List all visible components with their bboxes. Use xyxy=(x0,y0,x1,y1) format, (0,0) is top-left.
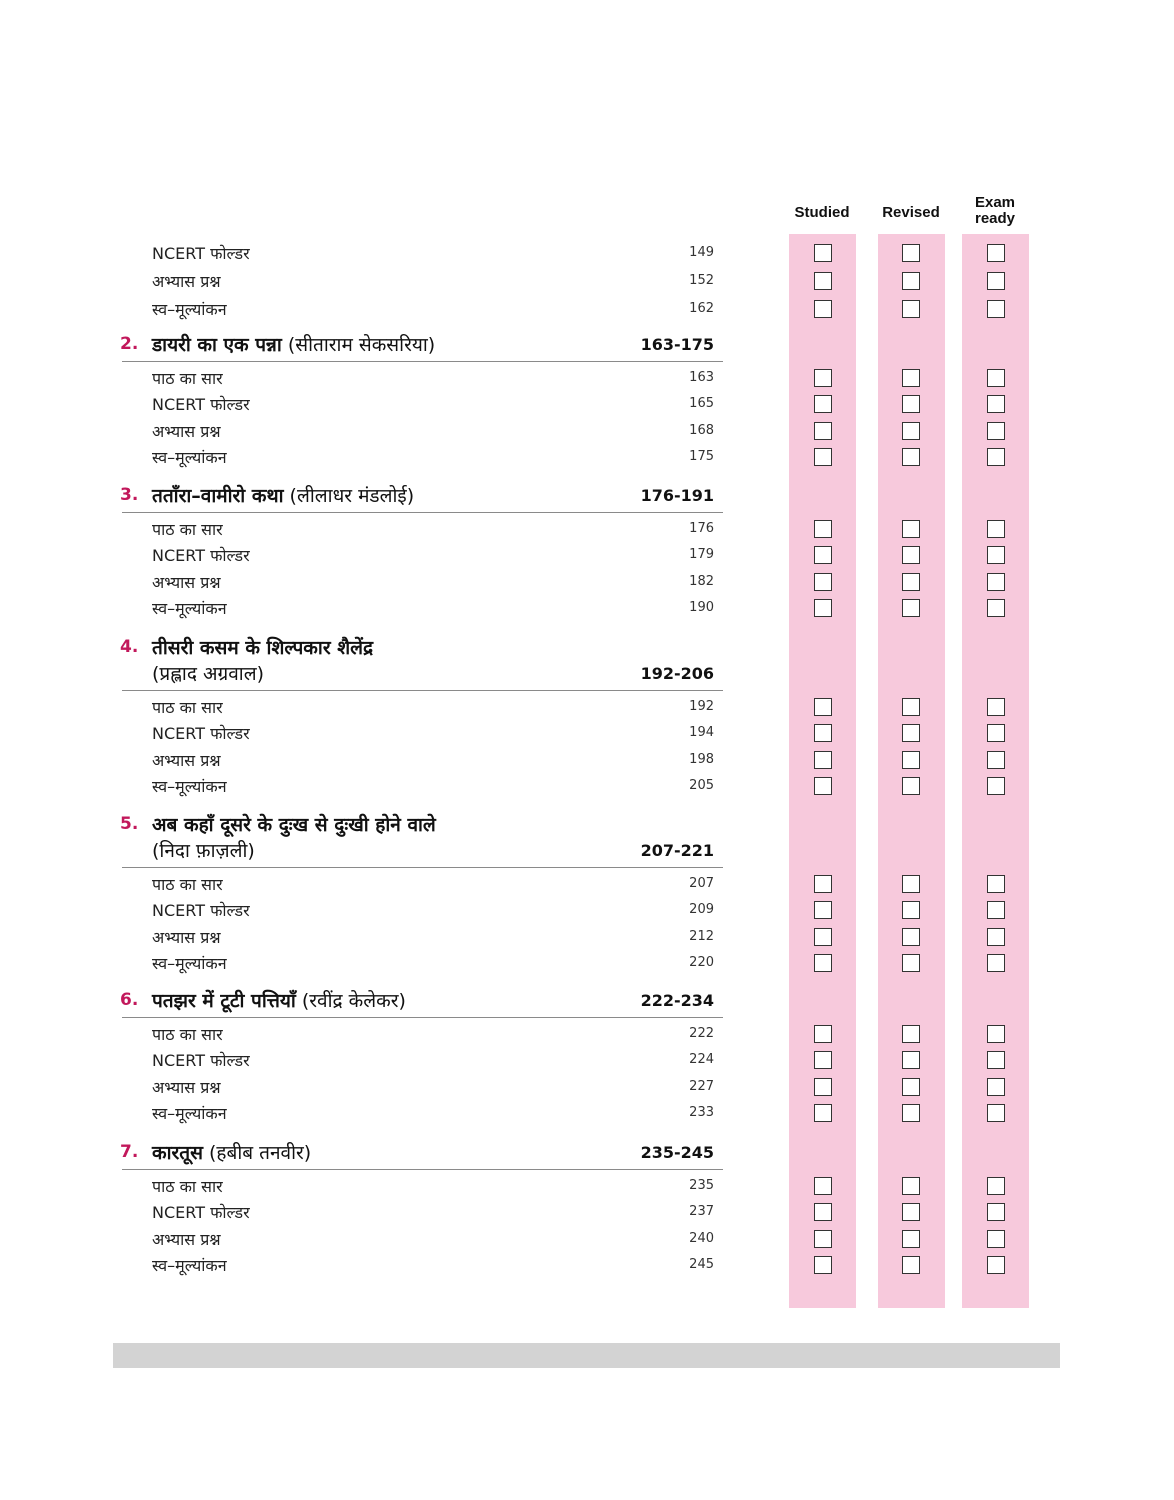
item-label: अभ्यास प्रश्न xyxy=(152,572,221,592)
item-page-number: 207 xyxy=(689,876,714,891)
revised-checkbox[interactable] xyxy=(902,448,920,466)
exam-ready-checkbox[interactable] xyxy=(987,875,1005,893)
item-label: अभ्यास प्रश्न xyxy=(152,421,221,441)
studied-checkbox[interactable] xyxy=(814,724,832,742)
item-label: अभ्यास प्रश्न xyxy=(152,750,221,770)
item-page-number: 165 xyxy=(689,396,714,412)
studied-checkbox[interactable] xyxy=(814,1025,832,1043)
exam-ready-checkbox[interactable] xyxy=(987,1025,1005,1043)
exam-ready-checkbox[interactable] xyxy=(987,724,1005,742)
section-author: (सीताराम सेकसरिया) xyxy=(281,334,436,356)
item-label: पाठ का सार xyxy=(152,369,223,388)
item-page-number: 194 xyxy=(689,725,714,741)
studied-checkbox[interactable] xyxy=(814,272,832,290)
exam-ready-checkbox[interactable] xyxy=(987,777,1005,795)
section-divider xyxy=(122,1169,723,1170)
section-number: 4. xyxy=(120,637,139,657)
revised-checkbox[interactable] xyxy=(902,954,920,972)
item-label: पाठ का सार xyxy=(152,875,223,894)
item-label: स्व–मूल्यांकन xyxy=(152,1255,227,1275)
studied-checkbox[interactable] xyxy=(814,300,832,318)
item-label: पाठ का सार xyxy=(152,1025,223,1044)
studied-checkbox[interactable] xyxy=(814,599,832,617)
item-page-number: 162 xyxy=(689,301,714,316)
revised-checkbox[interactable] xyxy=(902,1025,920,1043)
item-page-number: 182 xyxy=(689,573,714,589)
exam-ready-checkbox[interactable] xyxy=(987,1230,1005,1248)
revised-checkbox[interactable] xyxy=(902,928,920,946)
exam-ready-checkbox[interactable] xyxy=(987,520,1005,538)
item-label: NCERT फोल्डर xyxy=(152,546,250,566)
section-author: (निदा फ़ाज़ली) xyxy=(152,840,255,862)
item-page-number: 240 xyxy=(689,1230,714,1246)
exam-ready-checkbox[interactable] xyxy=(987,599,1005,617)
revised-checkbox[interactable] xyxy=(902,1177,920,1195)
revised-checkbox[interactable] xyxy=(902,1203,920,1221)
section-divider xyxy=(122,690,723,691)
section-page-range: 235-245 xyxy=(640,1143,714,1162)
item-page-number: 205 xyxy=(689,777,714,793)
item-label: NCERT फोल्डर xyxy=(152,724,250,744)
revised-checkbox[interactable] xyxy=(902,1256,920,1274)
studied-checkbox[interactable] xyxy=(814,573,832,591)
item-page-number: 227 xyxy=(689,1078,714,1094)
item-page-number: 222 xyxy=(689,1026,714,1041)
studied-checkbox[interactable] xyxy=(814,1104,832,1122)
section-title xyxy=(152,987,406,1013)
revised-checkbox[interactable] xyxy=(902,244,920,262)
revised-checkbox[interactable] xyxy=(902,875,920,893)
studied-checkbox[interactable] xyxy=(814,954,832,972)
studied-checkbox[interactable] xyxy=(814,1203,832,1221)
item-label: पाठ का सार xyxy=(152,698,223,717)
item-page-number: 235 xyxy=(689,1178,714,1193)
exam-ready-checkbox[interactable] xyxy=(987,698,1005,716)
item-label: पाठ का सार xyxy=(152,520,223,539)
item-label: स्व–मूल्यांकन xyxy=(152,776,227,796)
exam-ready-checkbox[interactable] xyxy=(987,395,1005,413)
item-label: अभ्यास प्रश्न xyxy=(152,272,221,291)
exam-ready-checkbox[interactable] xyxy=(987,244,1005,262)
item-page-number: 212 xyxy=(689,928,714,944)
revised-checkbox[interactable] xyxy=(902,751,920,769)
revised-checkbox[interactable] xyxy=(902,395,920,413)
studied-checkbox[interactable] xyxy=(814,422,832,440)
studied-checkbox[interactable] xyxy=(814,1256,832,1274)
section-number: 6. xyxy=(120,990,139,1010)
revised-checkbox[interactable] xyxy=(902,698,920,716)
studied-header: Studied xyxy=(794,204,850,221)
item-label: NCERT फोल्डर xyxy=(152,1051,250,1071)
studied-checkbox[interactable] xyxy=(814,928,832,946)
section-title xyxy=(152,811,436,837)
section-title-text: तताँरा–वामीरो कथा xyxy=(152,485,284,507)
section-divider xyxy=(122,867,723,868)
exam-ready-checkbox[interactable] xyxy=(987,573,1005,591)
studied-checkbox[interactable] xyxy=(814,395,832,413)
exam-ready-checkbox[interactable] xyxy=(987,1104,1005,1122)
section-page-range: 163-175 xyxy=(640,335,714,354)
section-title-text: अब कहाँ दूसरे के दुःख से दुःखी होने वाले xyxy=(152,814,436,836)
section-number: 5. xyxy=(120,814,139,834)
section-title-text: डायरी का एक पन्ना xyxy=(152,334,282,356)
section-author: (हबीब तनवीर) xyxy=(202,1142,312,1164)
item-label: स्व–मूल्यांकन xyxy=(152,1103,227,1123)
item-label: स्व–मूल्यांकन xyxy=(152,447,227,467)
item-page-number: 198 xyxy=(689,751,714,767)
revised-checkbox[interactable] xyxy=(902,300,920,318)
section-page-range: 222-234 xyxy=(640,991,714,1010)
exam-ready-checkbox[interactable] xyxy=(987,1051,1005,1069)
exam-ready-checkbox[interactable] xyxy=(987,546,1005,564)
section-title xyxy=(152,482,414,508)
item-label: NCERT फोल्डर xyxy=(152,395,250,415)
exam-ready-checkbox[interactable] xyxy=(987,422,1005,440)
exam-ready-checkbox[interactable] xyxy=(987,751,1005,769)
exam-ready-checkbox[interactable] xyxy=(987,1256,1005,1274)
item-page-number: 237 xyxy=(689,1204,714,1220)
item-label: अभ्यास प्रश्न xyxy=(152,1077,221,1097)
item-page-number: 209 xyxy=(689,902,714,918)
section-author: (प्रह्लाद अग्रवाल) xyxy=(152,663,264,685)
studied-checkbox[interactable] xyxy=(814,901,832,919)
studied-checkbox[interactable] xyxy=(814,1177,832,1195)
item-label: NCERT फोल्डर xyxy=(152,1203,250,1223)
item-page-number: 176 xyxy=(689,521,714,536)
revised-checkbox[interactable] xyxy=(902,1230,920,1248)
studied-checkbox[interactable] xyxy=(814,1051,832,1069)
item-page-number: 190 xyxy=(689,599,714,615)
item-page-number: 175 xyxy=(689,448,714,464)
exam-ready-checkbox[interactable] xyxy=(987,369,1005,387)
studied-checkbox[interactable] xyxy=(814,698,832,716)
item-label: अभ्यास प्रश्न xyxy=(152,927,221,947)
item-label: स्व–मूल्यांकन xyxy=(152,953,227,973)
studied-checkbox[interactable] xyxy=(814,1230,832,1248)
revised-checkbox[interactable] xyxy=(902,724,920,742)
section-number: 7. xyxy=(120,1142,139,1162)
exam-ready-checkbox[interactable] xyxy=(987,1078,1005,1096)
item-page-number: 220 xyxy=(689,954,714,970)
section-author: (लीलाधर मंडलोई) xyxy=(283,485,415,507)
item-page-number: 152 xyxy=(689,273,714,288)
item-label: स्व–मूल्यांकन xyxy=(152,598,227,618)
exam-ready-checkbox[interactable] xyxy=(987,272,1005,290)
revised-checkbox[interactable] xyxy=(902,369,920,387)
exam-ready-header-line2: ready xyxy=(974,210,1016,227)
studied-checkbox[interactable] xyxy=(814,369,832,387)
exam-ready-header-line1: Exam xyxy=(974,194,1016,211)
revised-checkbox[interactable] xyxy=(902,1104,920,1122)
section-divider xyxy=(122,512,723,513)
studied-checkbox[interactable] xyxy=(814,875,832,893)
studied-checkbox[interactable] xyxy=(814,546,832,564)
exam-ready-checkbox[interactable] xyxy=(987,448,1005,466)
studied-checkbox[interactable] xyxy=(814,244,832,262)
section-title-text: तीसरी कसम के शिल्पकार शैलेंद्र xyxy=(152,637,374,659)
revised-checkbox[interactable] xyxy=(902,422,920,440)
section-page-range: 176-191 xyxy=(640,486,714,505)
studied-checkbox[interactable] xyxy=(814,520,832,538)
section-title-text: पतझर में टूटी पत्तियाँ xyxy=(152,990,296,1012)
section-title xyxy=(152,1139,311,1165)
item-page-number: 245 xyxy=(689,1256,714,1272)
item-page-number: 233 xyxy=(689,1104,714,1120)
revised-checkbox[interactable] xyxy=(902,272,920,290)
exam-ready-checkbox[interactable] xyxy=(987,954,1005,972)
revised-checkbox[interactable] xyxy=(902,901,920,919)
exam-ready-checkbox[interactable] xyxy=(987,901,1005,919)
exam-ready-checkbox[interactable] xyxy=(987,300,1005,318)
revised-header: Revised xyxy=(882,204,940,221)
item-label: स्व–मूल्यांकन xyxy=(152,300,227,319)
studied-checkbox[interactable] xyxy=(814,1078,832,1096)
studied-checkbox[interactable] xyxy=(814,448,832,466)
exam-ready-checkbox[interactable] xyxy=(987,1203,1005,1221)
section-title xyxy=(152,331,435,357)
footer-bar xyxy=(113,1343,1060,1368)
section-number: 3. xyxy=(120,485,139,505)
item-page-number: 149 xyxy=(689,245,714,260)
exam-ready-checkbox[interactable] xyxy=(987,928,1005,946)
section-number: 2. xyxy=(120,334,139,354)
item-page-number: 192 xyxy=(689,699,714,714)
item-label: अभ्यास प्रश्न xyxy=(152,1229,221,1249)
item-label: पाठ का सार xyxy=(152,1177,223,1196)
revised-checkbox[interactable] xyxy=(902,520,920,538)
revised-checkbox[interactable] xyxy=(902,573,920,591)
section-divider xyxy=(122,361,723,362)
item-label: NCERT फोल्डर xyxy=(152,244,250,263)
section-author: (रवींद्र केलेकर) xyxy=(295,990,406,1012)
section-title xyxy=(152,634,373,660)
item-page-number: 179 xyxy=(689,547,714,563)
revised-checkbox[interactable] xyxy=(902,1051,920,1069)
revised-checkbox[interactable] xyxy=(902,1078,920,1096)
item-page-number: 224 xyxy=(689,1052,714,1068)
item-label: NCERT फोल्डर xyxy=(152,901,250,921)
revised-checkbox[interactable] xyxy=(902,777,920,795)
exam-ready-checkbox[interactable] xyxy=(987,1177,1005,1195)
item-page-number: 163 xyxy=(689,370,714,385)
revised-checkbox[interactable] xyxy=(902,546,920,564)
studied-checkbox[interactable] xyxy=(814,751,832,769)
section-title-text: कारतूस xyxy=(152,1142,203,1164)
exam-ready-header xyxy=(950,195,1040,227)
section-divider xyxy=(122,1017,723,1018)
studied-checkbox[interactable] xyxy=(814,777,832,795)
section-page-range: 192-206 xyxy=(640,664,714,683)
section-page-range: 207-221 xyxy=(640,841,714,860)
item-page-number: 168 xyxy=(689,422,714,438)
revised-checkbox[interactable] xyxy=(902,599,920,617)
